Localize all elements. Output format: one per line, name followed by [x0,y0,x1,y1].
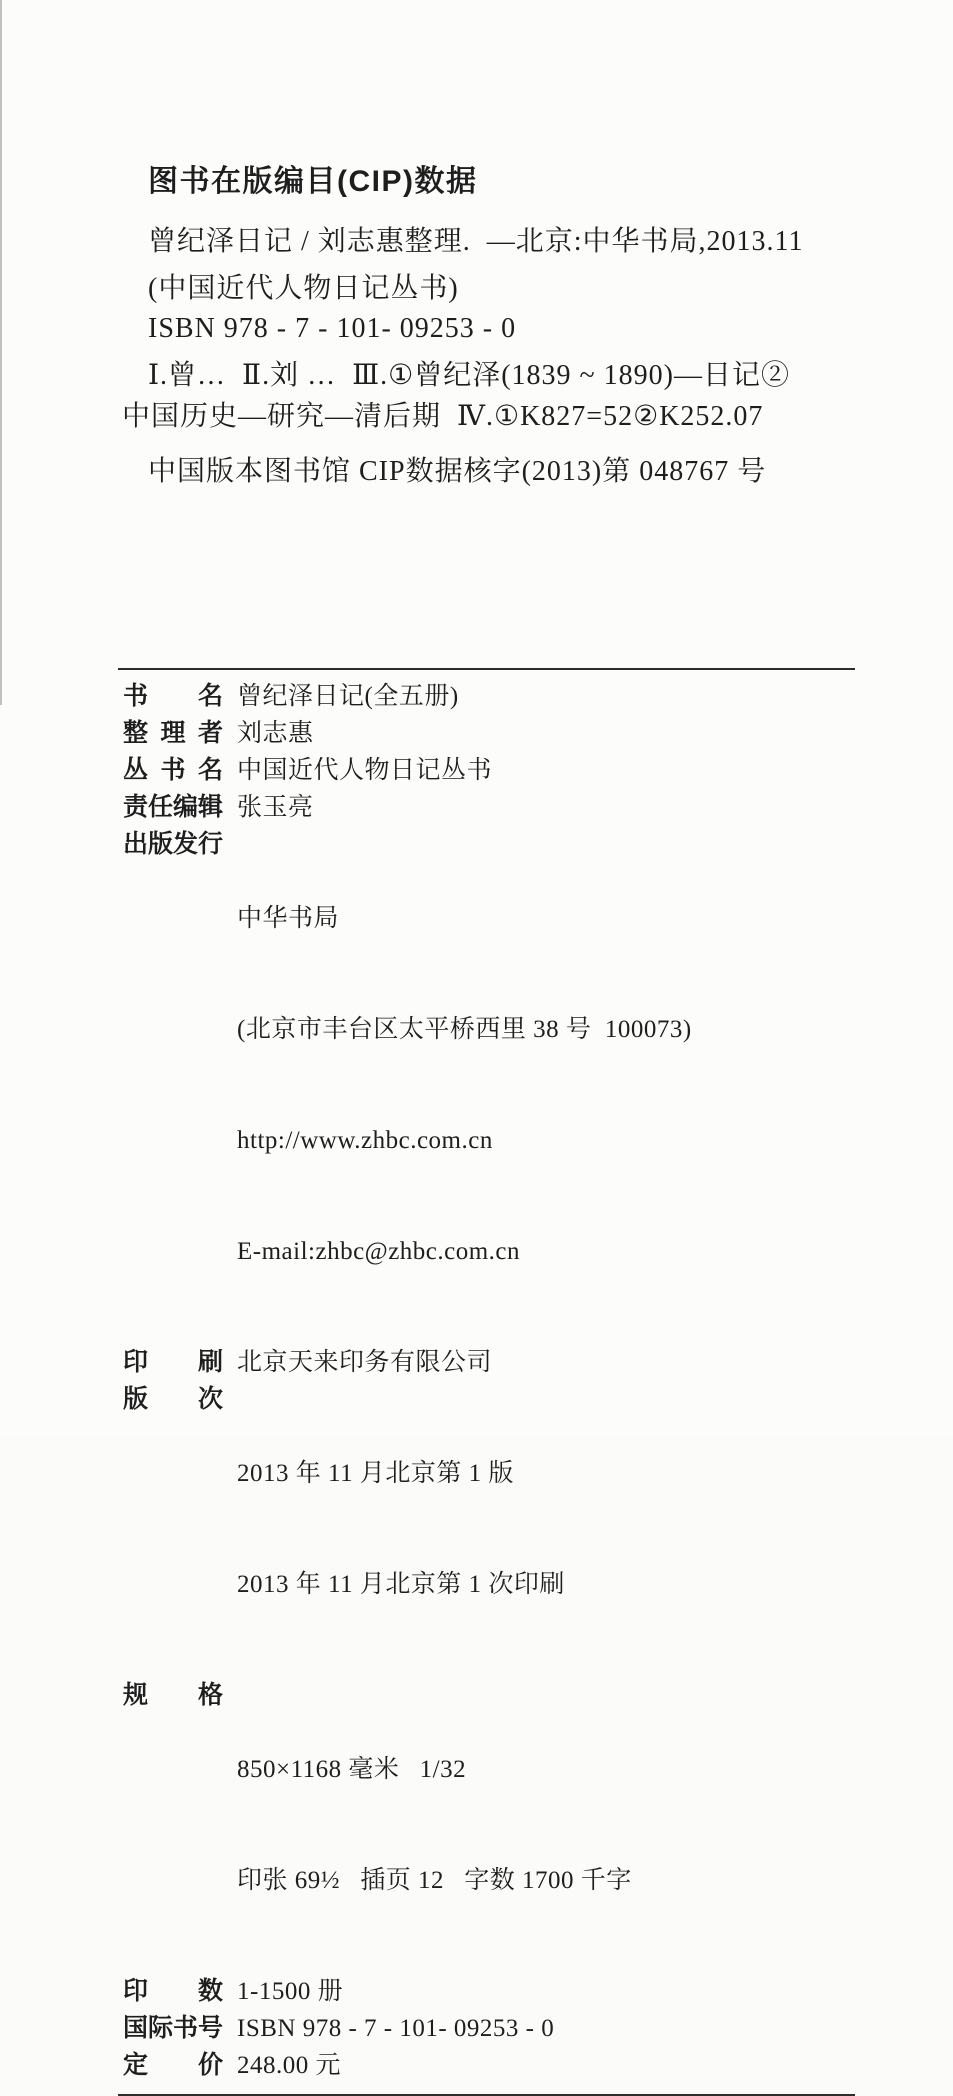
row-label: 整理者 [123,719,223,747]
cip-title-line: 曾纪泽日记 / 刘志惠整理. —北京:中华书局,2013.11 [148,226,804,257]
row-value: 中国近代人物日记丛书 [237,757,493,784]
colophon-row-editor [118,715,855,752]
colophon-row-series [118,752,855,789]
row-label: 印刷 [123,1348,223,1376]
row-label: 书名 [123,682,223,710]
colophon-row-publisher [118,826,855,1344]
row-label: 版次 [123,1385,223,1413]
row-label: 出版发行 [123,830,224,858]
row-value: 刘志惠 [237,720,314,747]
colophon-row-format [118,1677,855,1973]
colophon-row-price [118,2047,855,2084]
cip-block [122,166,862,487]
colophon-table [118,668,855,2096]
colophon-row-book-title [118,678,855,715]
colophon-row-edition [118,1381,855,1677]
row-label: 责任编辑 [123,793,224,821]
row-value: 张玉亮 [237,794,314,821]
row-value: 248.00 元 [237,2052,342,2079]
row-label: 印数 [123,1977,223,2005]
row-value: 1-1500 册 [237,1978,344,2005]
edition-line: 2013 年 11 月北京第 1 版 [237,1460,514,1487]
publisher-address: (北京市丰台区太平桥西里 38 号 100073) [237,1016,692,1043]
cip-isbn-line: ISBN 978 - 7 - 101- 09253 - 0 [148,313,517,344]
format-sheets-line: 印张 69½ 插页 12 字数 1700 千字 [237,1867,632,1894]
row-value: 北京天来印务有限公司 [237,1349,493,1376]
row-label: 丛书名 [123,756,223,784]
cip-registration: 中国版本图书馆 CIP数据核字(2013)第 048767 号 [148,456,767,487]
row-label: 定价 [123,2051,223,2079]
row-value: 中华书局 [237,905,340,932]
cip-series-line: (中国近代人物日记丛书) [148,273,459,304]
row-value: ISBN 978 - 7 - 101- 09253 - 0 [237,2015,555,2042]
colophon-row-print-run [118,1973,855,2010]
cip-header: 图书在版编目(CIP)数据 [148,165,478,198]
cip-class-line-1: Ⅰ.曾… Ⅱ.刘 … Ⅲ.①曾纪泽(1839 ~ 1890)—日记② [148,360,790,391]
printing-line: 2013 年 11 月北京第 1 次印刷 [237,1571,565,1598]
row-label: 国际书号 [123,2014,224,2042]
publisher-website: http://www.zhbc.com.cn [237,1127,493,1154]
colophon-row-printer [118,1344,855,1381]
publisher-email: E-mail:zhbc@zhbc.com.cn [237,1238,521,1265]
colophon-row-isbn [118,2010,855,2047]
cip-class-line-2: 中国历史—研究—清后期 Ⅳ.①K827=52②K252.07 [122,401,764,432]
scan-edge-artifact [0,0,2,705]
format-size-line: 850×1168 毫米 1/32 [237,1756,467,1783]
row-value: 曾纪泽日记(全五册) [237,683,459,710]
colophon-row-responsible-editor [118,789,855,826]
row-label: 规格 [123,1681,223,1709]
